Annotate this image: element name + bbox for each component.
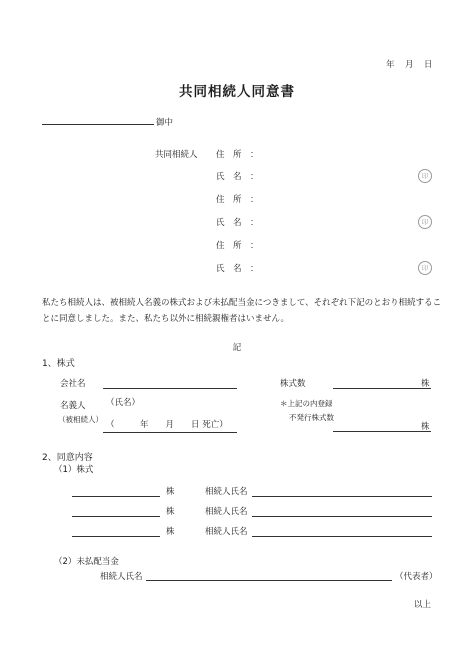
seal-icon: 印 bbox=[418, 261, 432, 275]
heirs-label: 共同相続人 bbox=[155, 150, 198, 160]
note-line2: 不発行株式数 bbox=[289, 413, 334, 422]
heir-name-label: 相続人氏名 bbox=[205, 527, 248, 537]
heir1-address-field[interactable] bbox=[264, 160, 432, 161]
holder-sublabel: （被相続人） bbox=[58, 415, 103, 424]
document-title: 共同相続人同意書 bbox=[179, 84, 295, 100]
share-unit: 株 bbox=[166, 487, 175, 497]
company-label: 会社名 bbox=[60, 379, 86, 389]
heir2-name-label: 氏 名 ： bbox=[216, 218, 259, 228]
holder-label: 名義人 bbox=[60, 401, 86, 411]
shares-unit: 株 bbox=[421, 379, 430, 389]
note-unit: 株 bbox=[421, 422, 430, 432]
holder-name-paren: （氏名） bbox=[106, 398, 141, 408]
representative-label: （代表者） bbox=[395, 572, 438, 582]
heir3-name-label: 氏 名 ： bbox=[216, 264, 259, 274]
addressee-suffix: 御中 bbox=[156, 118, 174, 128]
company-name-field[interactable] bbox=[103, 388, 237, 389]
subsection1-heading: （1）株式 bbox=[54, 465, 94, 475]
subsection2-heading: （2）未払配当金 bbox=[54, 557, 119, 567]
consent-paragraph: 私たち相続人は、被相続人名義の株式および未払配当金につきまして、それぞれ下記のとおり相続することに同意しました。また、私たち以外に相続親権者はいません。 bbox=[42, 298, 442, 324]
shares-label: 株式数 bbox=[280, 379, 306, 389]
dividend-heir-field[interactable] bbox=[146, 580, 392, 581]
seal-icon: 印 bbox=[418, 169, 432, 183]
heir-name-label: 相続人氏名 bbox=[205, 507, 248, 517]
section2-heading: 2、同意内容 bbox=[42, 453, 93, 463]
holder-death-date: （ 年 月 日 死亡） bbox=[106, 420, 228, 430]
heir1-name-label: 氏 名 ： bbox=[216, 172, 259, 182]
seal-icon: 印 bbox=[418, 215, 432, 229]
date-month: 月 bbox=[405, 60, 414, 70]
section1-heading: 1、株式 bbox=[42, 359, 75, 369]
closing-text: 以上 bbox=[414, 600, 432, 610]
heir3-address-label: 住 所 ： bbox=[216, 241, 259, 251]
date-year: 年 bbox=[386, 60, 395, 70]
date-day: 日 bbox=[424, 60, 433, 70]
heir-name-field[interactable] bbox=[252, 496, 432, 497]
holder-field[interactable] bbox=[103, 432, 237, 433]
note-line1: ＊上記の内登録 bbox=[280, 399, 333, 408]
addressee-line[interactable] bbox=[42, 124, 154, 125]
heir-name-label: 相続人氏名 bbox=[205, 487, 248, 497]
ki-heading: 記 bbox=[232, 343, 242, 353]
heir2-address-label: 住 所 ： bbox=[216, 195, 259, 205]
share-count-field[interactable] bbox=[72, 496, 160, 497]
share-unit: 株 bbox=[166, 527, 175, 537]
unissued-shares-field[interactable] bbox=[333, 431, 431, 432]
heir-name-field[interactable] bbox=[252, 536, 432, 537]
dividend-heir-label: 相続人氏名 bbox=[100, 572, 143, 582]
heir1-address-label: 住 所 ： bbox=[216, 150, 259, 160]
share-unit: 株 bbox=[166, 507, 175, 517]
share-count-field[interactable] bbox=[72, 516, 160, 517]
shares-field[interactable] bbox=[333, 388, 431, 389]
share-count-field[interactable] bbox=[72, 536, 160, 537]
heir-name-field[interactable] bbox=[252, 516, 432, 517]
